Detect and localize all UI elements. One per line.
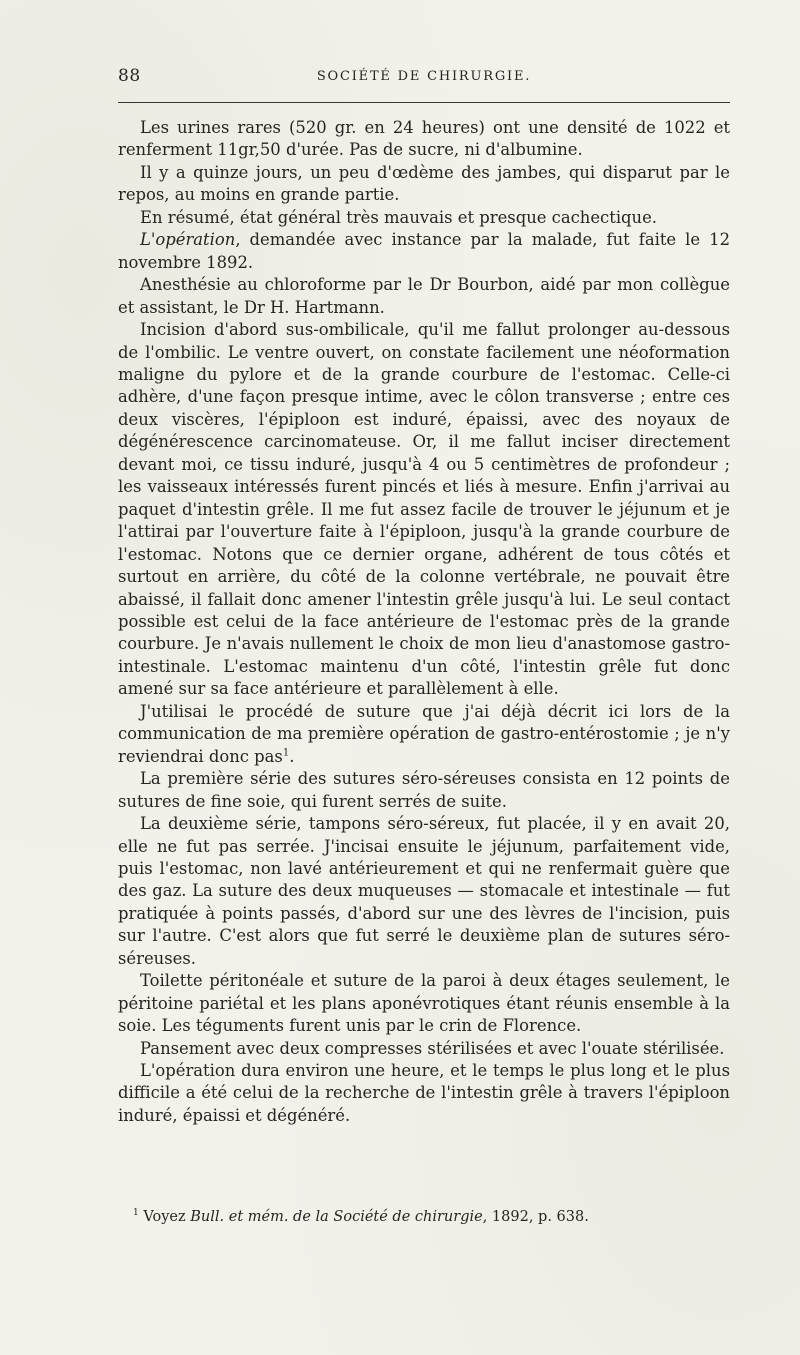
page-number: 88 (118, 66, 141, 86)
paragraph-text: J'utilisai le procédé de suture que j'ai déjà décrit ici lors de la communication de ma première opération de gastro-entérostomie ; je n'y reviendrai donc pas (118, 701, 730, 766)
paragraph-text: , demandée avec instance par la malade, fut faite le 12 novembre 1892. (118, 230, 730, 272)
italic-lead: L'opération (140, 230, 236, 250)
paragraph (118, 229, 730, 274)
page-header (118, 66, 730, 90)
paragraph (118, 701, 730, 768)
paragraph: La première série des sutures séro-séreuses consista en 12 points de sutures de fine soie, qui furent serrés de suite. (118, 769, 730, 811)
header-rule (118, 102, 730, 103)
footnote-tail: , 1892, p. 638. (482, 1209, 589, 1225)
paragraph: L'opération dura environ une heure, et le temps le plus long et le plus difficile a été celui de la recherche de l'intestin grêle à travers l'épiploon induré, épaissi et dégénéré. (118, 1061, 730, 1125)
footnote-mark: 1 (133, 1208, 139, 1219)
footnote-lead: Voyez (143, 1209, 191, 1225)
paragraph: Pansement avec deux compresses stérilisées et avec l'ouate stérilisée. (140, 1038, 725, 1058)
paragraph: Incision d'abord sus-ombilicale, qu'il me fallut prolonger au-dessous de l'ombilic. Le ventre ouvert, on constate facilement une néoformation maligne du pylore et de la grande courbure de l'estomac. Celle-ci adhère, d'une façon presque intime, avec le côlon transverse ; entre ces deux viscères, l'épiploon est induré, épaissi, avec des noyaux de dégénérescence carcinomateuse. Or, il me fallut inciser directement devant moi, ce tissu induré, jusqu'à 4 ou 5 centimètres de profondeur ; les vaisseaux intéressés furent pincés et liés à mesure. Enfin j'arrivai au paquet d'intestin grêle. Il me fut assez facile de trouver le jéjunum et je l'attirai par l'ouverture faite à l'épiploon, jusqu'à la grande courbure de l'estomac. Notons que ce dernier organe, adhérent de tous côtés et surtout en arrière, du côté de la colonne vertébrale, ne pouvait être abaissé, il fallait donc amener l'intestin grêle jusqu'à lui. Le seul contact possible est celui de la face antérieure de l'estomac près de la grande courbure. Je n'avais nullement le choix de mon lieu d'anastomose gastro-intestinale. L'estomac maintenu d'un côté, l'intestin grêle fut donc amené sur sa face antérieure et parallèlement à elle. (118, 320, 730, 699)
paragraph-tail: . (289, 746, 295, 766)
paragraph: Anesthésie au chloroforme par le Dr Bourbon, aidé par mon collègue et assistant, le Dr H. Hartmann. (118, 275, 730, 317)
footnote-reference[interactable]: 1 (282, 747, 290, 759)
paragraph: La deuxième série, tampons séro-séreux, fut placée, il y en avait 20, elle ne fut pas serrée. J'incisai ensuite le jéjunum, parfaitement vide, puis l'estomac, non lavé antérieurement et qui ne renfermait guère que des gaz. La suture des deux muqueuses — stomacale et intestinale — fut pratiquée à points passés, d'abord sur une des lèvres de l'incision, puis sur l'autre. C'est alors que fut serré le deuxième plan de sutures séro-séreuses. (118, 814, 730, 968)
paragraph: Toilette péritonéale et suture de la paroi à deux étages seulement, le péritoine pariétal et les plans aponévrotiques étant réunis ensemble à la soie. Les téguments furent unis par le crin de Florence. (118, 971, 730, 1036)
footnote-citation: Bull. et mém. de la Société de chirurgie (190, 1209, 483, 1225)
paragraph: Il y a quinze jours, un peu d'œdème des jambes, qui disparut par le repos, au moins en grande partie. (118, 162, 730, 205)
paragraph: En résumé, état général très mauvais et presque cachectique. (140, 207, 658, 227)
paragraph: Les urines rares (520 gr. en 24 heures) ont une densité de 1022 et renferment 11gr,50 d'urée. Pas de sucre, ni d'albumine. (118, 118, 730, 160)
footnote (118, 1207, 730, 1227)
running-title: SOCIÉTÉ DE CHIRURGIE. (316, 69, 532, 84)
body-text (118, 117, 730, 1127)
